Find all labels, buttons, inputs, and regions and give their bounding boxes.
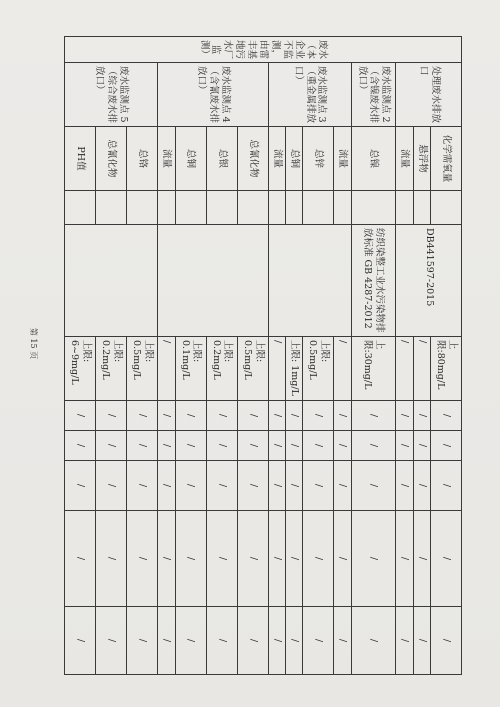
slash-cell: / [175, 607, 206, 675]
page-number: 第 15 页 [29, 327, 39, 360]
slash-cell: / [413, 607, 430, 675]
slash-cell: / [351, 461, 396, 511]
limit-cell: 上限: 0.5mg/L [237, 337, 268, 401]
slash-cell: / [158, 431, 175, 461]
slash-cell: / [303, 511, 334, 607]
table-row [396, 37, 413, 675]
slash-cell: / [351, 431, 396, 461]
standard-cell [268, 225, 351, 337]
slash-cell: / [413, 401, 430, 431]
slash-cell: / [127, 607, 158, 675]
slash-cell: / [96, 511, 127, 607]
slash-cell: / [430, 607, 461, 675]
blank-cell [303, 191, 334, 225]
limit-cell: / [334, 337, 351, 401]
slash-cell: / [268, 607, 285, 675]
slash-cell: / [127, 461, 158, 511]
table-row [175, 37, 206, 675]
blank-cell [175, 191, 206, 225]
slash-cell: / [268, 461, 285, 511]
slash-cell: / [65, 401, 96, 431]
pollutant-cell: 总铜 [175, 127, 206, 191]
blank-cell [430, 191, 461, 225]
slash-cell: / [158, 401, 175, 431]
slash-cell: / [175, 511, 206, 607]
slash-cell: / [237, 607, 268, 675]
slash-cell: / [175, 461, 206, 511]
slash-cell: / [303, 461, 334, 511]
slash-cell: / [127, 401, 158, 431]
table-row [127, 37, 158, 675]
slash-cell: / [285, 461, 302, 511]
slash-cell: / [127, 431, 158, 461]
slash-cell: / [158, 607, 175, 675]
limit-cell: 上限: 0.2mg/L [96, 337, 127, 401]
pollutant-cell: 悬浮物 [413, 127, 430, 191]
slash-cell: / [96, 431, 127, 461]
slash-cell: / [96, 607, 127, 675]
limit-cell: / [396, 337, 413, 401]
slash-cell: / [206, 401, 237, 431]
blank-cell [158, 191, 175, 225]
slash-cell: / [65, 461, 96, 511]
table-row [413, 37, 430, 675]
pollutant-cell: 总锌 [303, 127, 334, 191]
pollutant-cell: 总铜 [285, 127, 302, 191]
blank-cell [96, 191, 127, 225]
slash-cell: / [430, 431, 461, 461]
slash-cell: / [396, 511, 413, 607]
slash-cell: / [206, 461, 237, 511]
outlet-cell: 废水监测点 4（含氰废水排放口） [158, 63, 268, 127]
slash-cell: / [413, 431, 430, 461]
table-row [285, 37, 302, 675]
standard-cell [158, 225, 268, 337]
blank-cell [334, 191, 351, 225]
monitoring-table [64, 36, 462, 675]
slash-cell: / [206, 511, 237, 607]
monitoring-table-rotated [64, 36, 462, 674]
limit-cell: 上限: 0.5mg/L [303, 337, 334, 401]
pollutant-cell: 总氰化物 [96, 127, 127, 191]
slash-cell: / [96, 401, 127, 431]
outlet-cell: 废水监测点 2（含镍废水排放口） [351, 63, 396, 127]
slash-cell: / [351, 401, 396, 431]
standard-cell [65, 225, 158, 337]
table-row [303, 37, 334, 675]
table-row [430, 37, 461, 675]
standard-cell: 纺织染整工业水污染物排放标准 GB 4287-2012 [351, 225, 396, 337]
slash-cell: / [127, 511, 158, 607]
pollutant-cell: 总银 [206, 127, 237, 191]
blank-cell [206, 191, 237, 225]
blank-cell [396, 191, 413, 225]
slash-cell: / [206, 431, 237, 461]
slash-cell: / [158, 461, 175, 511]
blank-cell [285, 191, 302, 225]
table-row [206, 37, 237, 675]
slash-cell: / [65, 607, 96, 675]
slash-cell: / [268, 511, 285, 607]
pollutant-cell: 总氰化物 [237, 127, 268, 191]
slash-cell: / [237, 401, 268, 431]
pollutant-cell: 总铬 [127, 127, 158, 191]
limit-cell: 上限:80mg/L [430, 337, 461, 401]
slash-cell: / [285, 511, 302, 607]
slash-cell: / [413, 511, 430, 607]
outlet-cell: 废水监测点 3（重金属排放口） [268, 63, 351, 127]
slash-cell: / [430, 461, 461, 511]
slash-cell: / [268, 431, 285, 461]
slash-cell: / [334, 431, 351, 461]
slash-cell: / [65, 511, 96, 607]
slash-cell: / [285, 431, 302, 461]
slash-cell: / [351, 511, 396, 607]
pollutant-cell: 化学需氧量 [430, 127, 461, 191]
limit-cell: 上限: 6~9mg/L [65, 337, 96, 401]
limit-cell: 上限: 0.2mg/L [206, 337, 237, 401]
blank-cell [237, 191, 268, 225]
limit-cell: / [158, 337, 175, 401]
pollutant-cell: 总镍 [351, 127, 396, 191]
slash-cell: / [268, 401, 285, 431]
slash-cell: / [396, 401, 413, 431]
slash-cell: / [65, 431, 96, 461]
table-row [268, 37, 285, 675]
limit-cell: / [413, 337, 430, 401]
blank-cell [413, 191, 430, 225]
outlet-cell: 处理废水排放口 [396, 63, 462, 127]
table-row [237, 37, 268, 675]
slash-cell: / [175, 401, 206, 431]
pollutant-cell: 流量 [268, 127, 285, 191]
slash-cell: / [396, 431, 413, 461]
slash-cell: / [334, 607, 351, 675]
slash-cell: / [303, 431, 334, 461]
slash-cell: / [285, 401, 302, 431]
pollutant-cell: 流量 [158, 127, 175, 191]
slash-cell: / [303, 401, 334, 431]
table-row [158, 37, 175, 675]
slash-cell: / [237, 511, 268, 607]
slash-cell: / [175, 431, 206, 461]
slash-cell: / [396, 607, 413, 675]
standard-cell: DB441597-2015 [396, 225, 462, 337]
slash-cell: / [334, 461, 351, 511]
pollutant-cell: 流量 [396, 127, 413, 191]
blank-cell [65, 191, 96, 225]
slash-cell: / [430, 511, 461, 607]
blank-cell [351, 191, 396, 225]
blank-cell [268, 191, 285, 225]
slash-cell: / [96, 461, 127, 511]
slash-cell: / [237, 461, 268, 511]
slash-cell: / [413, 461, 430, 511]
pollutant-cell: 流量 [334, 127, 351, 191]
table-row [65, 37, 96, 675]
limit-cell: 上限:30mg/L [351, 337, 396, 401]
slash-cell: / [334, 511, 351, 607]
slash-cell: / [285, 607, 302, 675]
slash-cell: / [303, 607, 334, 675]
slash-cell: / [396, 461, 413, 511]
limit-cell: / [268, 337, 285, 401]
limit-cell: 上限: 0.1mg/L [175, 337, 206, 401]
pollutant-cell: PH值 [65, 127, 96, 191]
table-row [96, 37, 127, 675]
side-label: 废水（本企业不监测，由雷丰基地污水厂监测） [65, 37, 462, 63]
outlet-cell: 废水监测点 5（综合废水排放口） [65, 63, 158, 127]
limit-cell: 上限: 1mg/L [285, 337, 302, 401]
table-row [334, 37, 351, 675]
slash-cell: / [206, 607, 237, 675]
slash-cell: / [158, 511, 175, 607]
slash-cell: / [430, 401, 461, 431]
slash-cell: / [351, 607, 396, 675]
limit-cell: 上限: 0.5mg/L [127, 337, 158, 401]
slash-cell: / [334, 401, 351, 431]
table-row [351, 37, 396, 675]
blank-cell [127, 191, 158, 225]
slash-cell: / [237, 431, 268, 461]
